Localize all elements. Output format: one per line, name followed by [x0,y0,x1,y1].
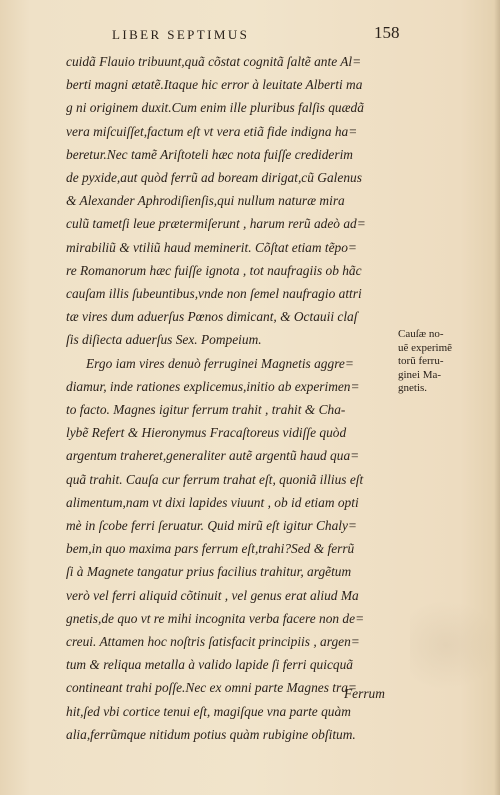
text-line: gnetis,de quo vt re mihi incognita verba facere non de= [66,610,365,626]
text-line: to facto. Magnes igitur ferrum trahit , trahit & Cha- [66,402,346,418]
marginal-note [398,328,470,396]
marginal-note-line: gnetis. [398,382,428,395]
text-line: diamur, inde rationes explicemus,initio ab experimen= [66,378,360,394]
text-line: cauſam illis ſubeuntibus,vnde non ſemel naufragio attri [66,286,362,302]
text-line: creui. Attamen hoc noſtris ſatisfacit principiis , argen= [66,634,360,650]
text-line: argentum traheret,generaliter autẽ argentũ haud qua= [66,448,360,464]
text-line: lybẽ Refert & Hieronymus Fracaſtoreus vidiſſe quòd [66,425,347,441]
text-line: berti magni ætatẽ.Itaque hic error à leuitate Alberti ma [66,77,363,93]
text-line: Ergo iam vires denuò ferruginei Magnetis aggre= [86,355,354,371]
page-edge-shadow [494,0,500,795]
text-line: mirabiliũ & vtiliũ haud meminerit. Cõſtat etiam tẽpo= [66,239,357,255]
catchword: Ferrum [344,686,385,701]
text-line: mè in ſcobe ferri ſeruatur. Quid mirũ eſt igitur Chaly= [66,518,357,534]
text-line: & Alexander Aphrodiſienſis,qui nullum naturæ mira [66,193,345,209]
text-line: vera miſcuiſſet,factum eſt vt vera etiã fide indigna ha= [66,123,358,139]
text-line: cuidã Flauio tribuunt,quã cõstat cognitã ſaltẽ ante Al= [66,54,362,69]
text-line: re Romanorum hæc fuiſſe ignota , tot naufragiis ob hãc [66,262,362,278]
text-line: contineant trahi poſſe.Nec ex omni parte Magnes tra= [66,680,357,696]
page-number: 158 [374,23,400,42]
marginal-note-line: ginei Ma- [398,368,442,381]
text-line: bem,in quo maxima pars ferrum eſt,trahi?Sed & ferrũ [66,541,355,557]
main-text [66,50,396,746]
text-line: beretur.Nec tamẽ Ariſtoteli hæc nota fuiſſe crediderim [66,146,353,162]
marginal-note-line: uẽ experimẽ [398,341,453,354]
text-line: quã trahit. Cauſa cur ferrum trahat eſt, quoniã illius eſt [66,471,364,487]
text-line: alimentum,nam vt dixi lapides viuunt , ob id etiam opti [66,494,359,510]
text-line: verò vel ferri aliquid cõtinuit , vel genus erat aliud Ma [66,587,359,603]
text-line: tæ vires dum aduerſus Pœnos dimicant, & Octauii claſ [66,309,358,325]
running-head: LIBER SEPTIMUS [112,27,250,42]
bleed-through-stain [410,600,500,690]
text-line: ſi à Magnete tangatur prius facilius trahitur, argẽtum [66,564,352,580]
paragraph-1 [66,50,396,352]
text-line: ſis diſiecta aduerſus Sex. Pompeium. [66,332,262,348]
marginal-note-line: Cauſæ no- [398,328,444,340]
text-line: alia,ferrũmque nitidum potius quàm rubigine obſitum. [66,726,356,742]
text-line: de pyxide,aut quòd ferrũ ad boream dirigat,cũ Galenus [66,170,362,186]
text-line: g ni originem duxit.Cum enim ille pluribus falſis quædã [66,100,364,116]
marginal-note-line: torũ ferru- [398,355,444,368]
text-line: hit,ſed vbi cortice tenui eſt, magiſque vna parte quàm [66,703,351,719]
text-line: culũ tametſi leue prætermiſerunt , harum rerũ adeò ad= [66,216,366,232]
text-line: tum & reliqua metalla à valido lapide ſi ferri quicquã [66,657,354,673]
